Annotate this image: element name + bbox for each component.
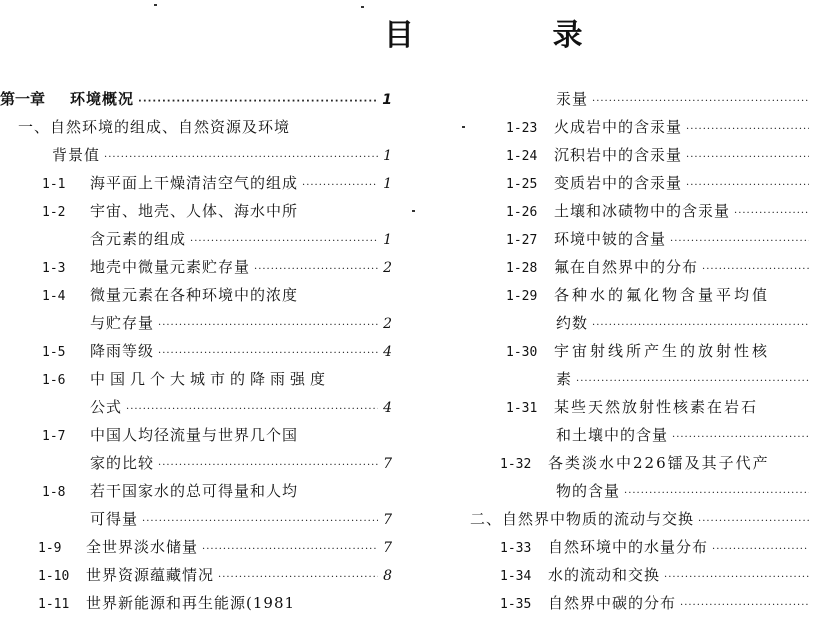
entry-number: 1-29 xyxy=(506,289,538,304)
entry-title: 若干国家水的总可得量和人均 xyxy=(90,482,299,500)
toc-entry xyxy=(506,254,813,280)
leader-dots xyxy=(142,509,378,535)
page-number: 7 xyxy=(383,540,392,556)
entry-number: 1-3 xyxy=(42,261,66,276)
entry-title: 物的含量 xyxy=(556,482,621,500)
entry-title: 汞量 xyxy=(556,90,589,108)
toc-entry xyxy=(506,226,813,252)
entry-title: 世界资源蕴藏情况 xyxy=(86,566,215,584)
leader-dots xyxy=(686,173,809,199)
entry-title: 环境概况 xyxy=(70,90,135,108)
leader-dots xyxy=(712,537,809,563)
toc-entry xyxy=(42,198,392,224)
toc-entry xyxy=(506,170,813,196)
entry-title: 宇宙射线所产生的放射性核 xyxy=(554,342,771,360)
leader-dots xyxy=(670,229,809,255)
toc-entry xyxy=(18,114,410,140)
entry-number: 1-28 xyxy=(506,261,538,276)
leader-dots xyxy=(138,89,378,115)
entry-number: 1-31 xyxy=(506,401,538,416)
toc-entry xyxy=(500,534,813,560)
toc-entry xyxy=(90,506,392,532)
toc-entry xyxy=(42,254,392,280)
entry-number: 1-10 xyxy=(38,569,70,584)
entry-number: 1-33 xyxy=(500,541,532,556)
scan-speck xyxy=(361,6,364,8)
toc-entry xyxy=(506,338,813,364)
entry-title: 素 xyxy=(556,370,573,388)
leader-dots xyxy=(686,145,809,171)
entry-number: 1-7 xyxy=(42,429,66,444)
toc-entry xyxy=(42,422,392,448)
entry-number: 1-32 xyxy=(500,457,532,472)
leader-dots xyxy=(158,313,378,339)
entry-number: 1-35 xyxy=(500,597,532,612)
entry-title: 水的流动和交换 xyxy=(548,566,661,584)
toc-entry xyxy=(506,142,813,168)
leader-dots xyxy=(680,593,809,619)
page-number: 1 xyxy=(383,232,392,248)
page-number: 2 xyxy=(383,316,392,332)
leader-dots xyxy=(672,425,809,451)
entry-title: 某些天然放射性核素在岩石 xyxy=(554,398,759,416)
toc-entry xyxy=(556,478,813,504)
toc-entry xyxy=(90,394,392,420)
page-number: 7 xyxy=(383,512,392,528)
entry-number: 1-26 xyxy=(506,205,538,220)
toc-entry xyxy=(90,226,392,252)
section-title: 二、自然界中物质的流动与交换 xyxy=(470,510,695,528)
leader-dots xyxy=(302,173,378,199)
toc-entry xyxy=(42,366,392,392)
leader-dots xyxy=(190,229,378,255)
toc-entry xyxy=(38,534,392,560)
toc-entry xyxy=(42,338,392,364)
leader-dots xyxy=(698,509,809,535)
toc-entry xyxy=(506,394,813,420)
toc-entry xyxy=(506,282,813,308)
leader-dots xyxy=(576,369,809,395)
leader-dots xyxy=(104,145,378,171)
leader-dots xyxy=(158,341,378,367)
toc-entry xyxy=(500,562,813,588)
entry-title: 降雨等级 xyxy=(90,342,155,360)
entry-title: 全世界淡水储量 xyxy=(86,538,199,556)
entry-number: 1-4 xyxy=(42,289,66,304)
entry-title: 中国人均径流量与世界几个国 xyxy=(90,426,299,444)
toc-entry xyxy=(90,310,392,336)
page-number: 2 xyxy=(383,260,392,276)
entry-title: 自然环境中的水量分布 xyxy=(548,538,709,556)
entry-number: 1-6 xyxy=(42,373,66,388)
entry-number: 1-9 xyxy=(38,541,62,556)
toc-entry xyxy=(0,86,392,112)
entry-title: 含元素的组成 xyxy=(90,230,187,248)
entry-title: 地壳中微量元素贮存量 xyxy=(90,258,251,276)
entry-title: 背景值 xyxy=(52,146,101,164)
toc-entry xyxy=(470,506,813,532)
entry-number: 1-25 xyxy=(506,177,538,192)
toc-entry xyxy=(38,562,392,588)
page-number: 4 xyxy=(383,344,392,360)
scan-speck xyxy=(462,126,465,128)
toc-entry xyxy=(42,282,392,308)
entry-title: 家的比较 xyxy=(90,454,155,472)
entry-number: 1-30 xyxy=(506,345,538,360)
toc-entry xyxy=(42,478,392,504)
toc-entry xyxy=(500,450,813,476)
leader-dots xyxy=(592,89,809,115)
toc-entry xyxy=(506,114,813,140)
entry-number: 1-34 xyxy=(500,569,532,584)
toc-entry xyxy=(52,142,392,168)
leader-dots xyxy=(592,313,809,339)
entry-title: 可得量 xyxy=(90,510,139,528)
entry-title: 各种水的氟化物含量平均值 xyxy=(554,286,771,304)
leader-dots xyxy=(254,257,378,283)
scan-speck xyxy=(412,210,415,212)
toc-entry xyxy=(506,198,813,224)
entry-title: 氟在自然界中的分布 xyxy=(554,258,699,276)
entry-title: 公式 xyxy=(90,398,123,416)
entry-number: 1-23 xyxy=(506,121,538,136)
page-number: 1 xyxy=(383,148,392,164)
page-number: 7 xyxy=(383,456,392,472)
entry-title: 各类淡水中226镭及其子代产 xyxy=(548,454,770,472)
entry-title: 宇宙、地壳、人体、海水中所 xyxy=(90,202,299,220)
entry-title: 微量元素在各种环境中的浓度 xyxy=(90,286,299,304)
entry-title: 自然界中碳的分布 xyxy=(548,594,677,612)
leader-dots xyxy=(218,565,378,591)
entry-title: 海平面上干燥清洁空气的组成 xyxy=(90,174,299,192)
toc-entry xyxy=(42,170,392,196)
page-number: 1 xyxy=(383,176,392,192)
leader-dots xyxy=(158,453,378,479)
leader-dots xyxy=(126,397,378,423)
entry-number: 1-2 xyxy=(42,205,66,220)
toc-entry xyxy=(500,590,813,616)
entry-title: 土壤和冰碛物中的含汞量 xyxy=(554,202,731,220)
entry-title: 和土壤中的含量 xyxy=(556,426,669,444)
entry-number: 1-8 xyxy=(42,485,66,500)
leader-dots xyxy=(702,257,809,283)
entry-title: 火成岩中的含汞量 xyxy=(554,118,683,136)
page-title: 目 录 xyxy=(384,18,647,53)
leader-dots xyxy=(734,201,809,227)
toc-entry xyxy=(556,310,813,336)
leader-dots xyxy=(202,537,378,563)
entry-number: 1-1 xyxy=(42,177,66,192)
entry-title: 约数 xyxy=(556,314,589,332)
leader-dots xyxy=(664,565,809,591)
toc-entry xyxy=(38,590,392,616)
page-number: 1 xyxy=(382,92,392,108)
toc-entry xyxy=(556,422,813,448)
leader-dots xyxy=(624,481,809,507)
entry-title: 世界新能源和再生能源(1981 xyxy=(86,594,296,612)
entry-number: 1-24 xyxy=(506,149,538,164)
page-number: 8 xyxy=(383,568,392,584)
toc-entry xyxy=(90,450,392,476)
scan-speck xyxy=(154,4,157,6)
entry-title: 与贮存量 xyxy=(90,314,155,332)
section-title: 一、自然环境的组成、自然资源及环境 xyxy=(18,118,291,136)
leader-dots xyxy=(686,117,809,143)
page-number: 4 xyxy=(383,400,392,416)
chapter-label: 第一章 xyxy=(0,90,46,108)
entry-number: 1-11 xyxy=(38,597,70,612)
toc-entry xyxy=(556,86,813,112)
entry-title: 环境中铍的含量 xyxy=(554,230,667,248)
entry-title: 变质岩中的含汞量 xyxy=(554,174,683,192)
entry-title: 沉积岩中的含汞量 xyxy=(554,146,683,164)
entry-number: 1-27 xyxy=(506,233,538,248)
entry-title: 中国几个大城市的降雨强度 xyxy=(90,370,331,388)
toc-entry xyxy=(556,366,813,392)
entry-number: 1-5 xyxy=(42,345,66,360)
